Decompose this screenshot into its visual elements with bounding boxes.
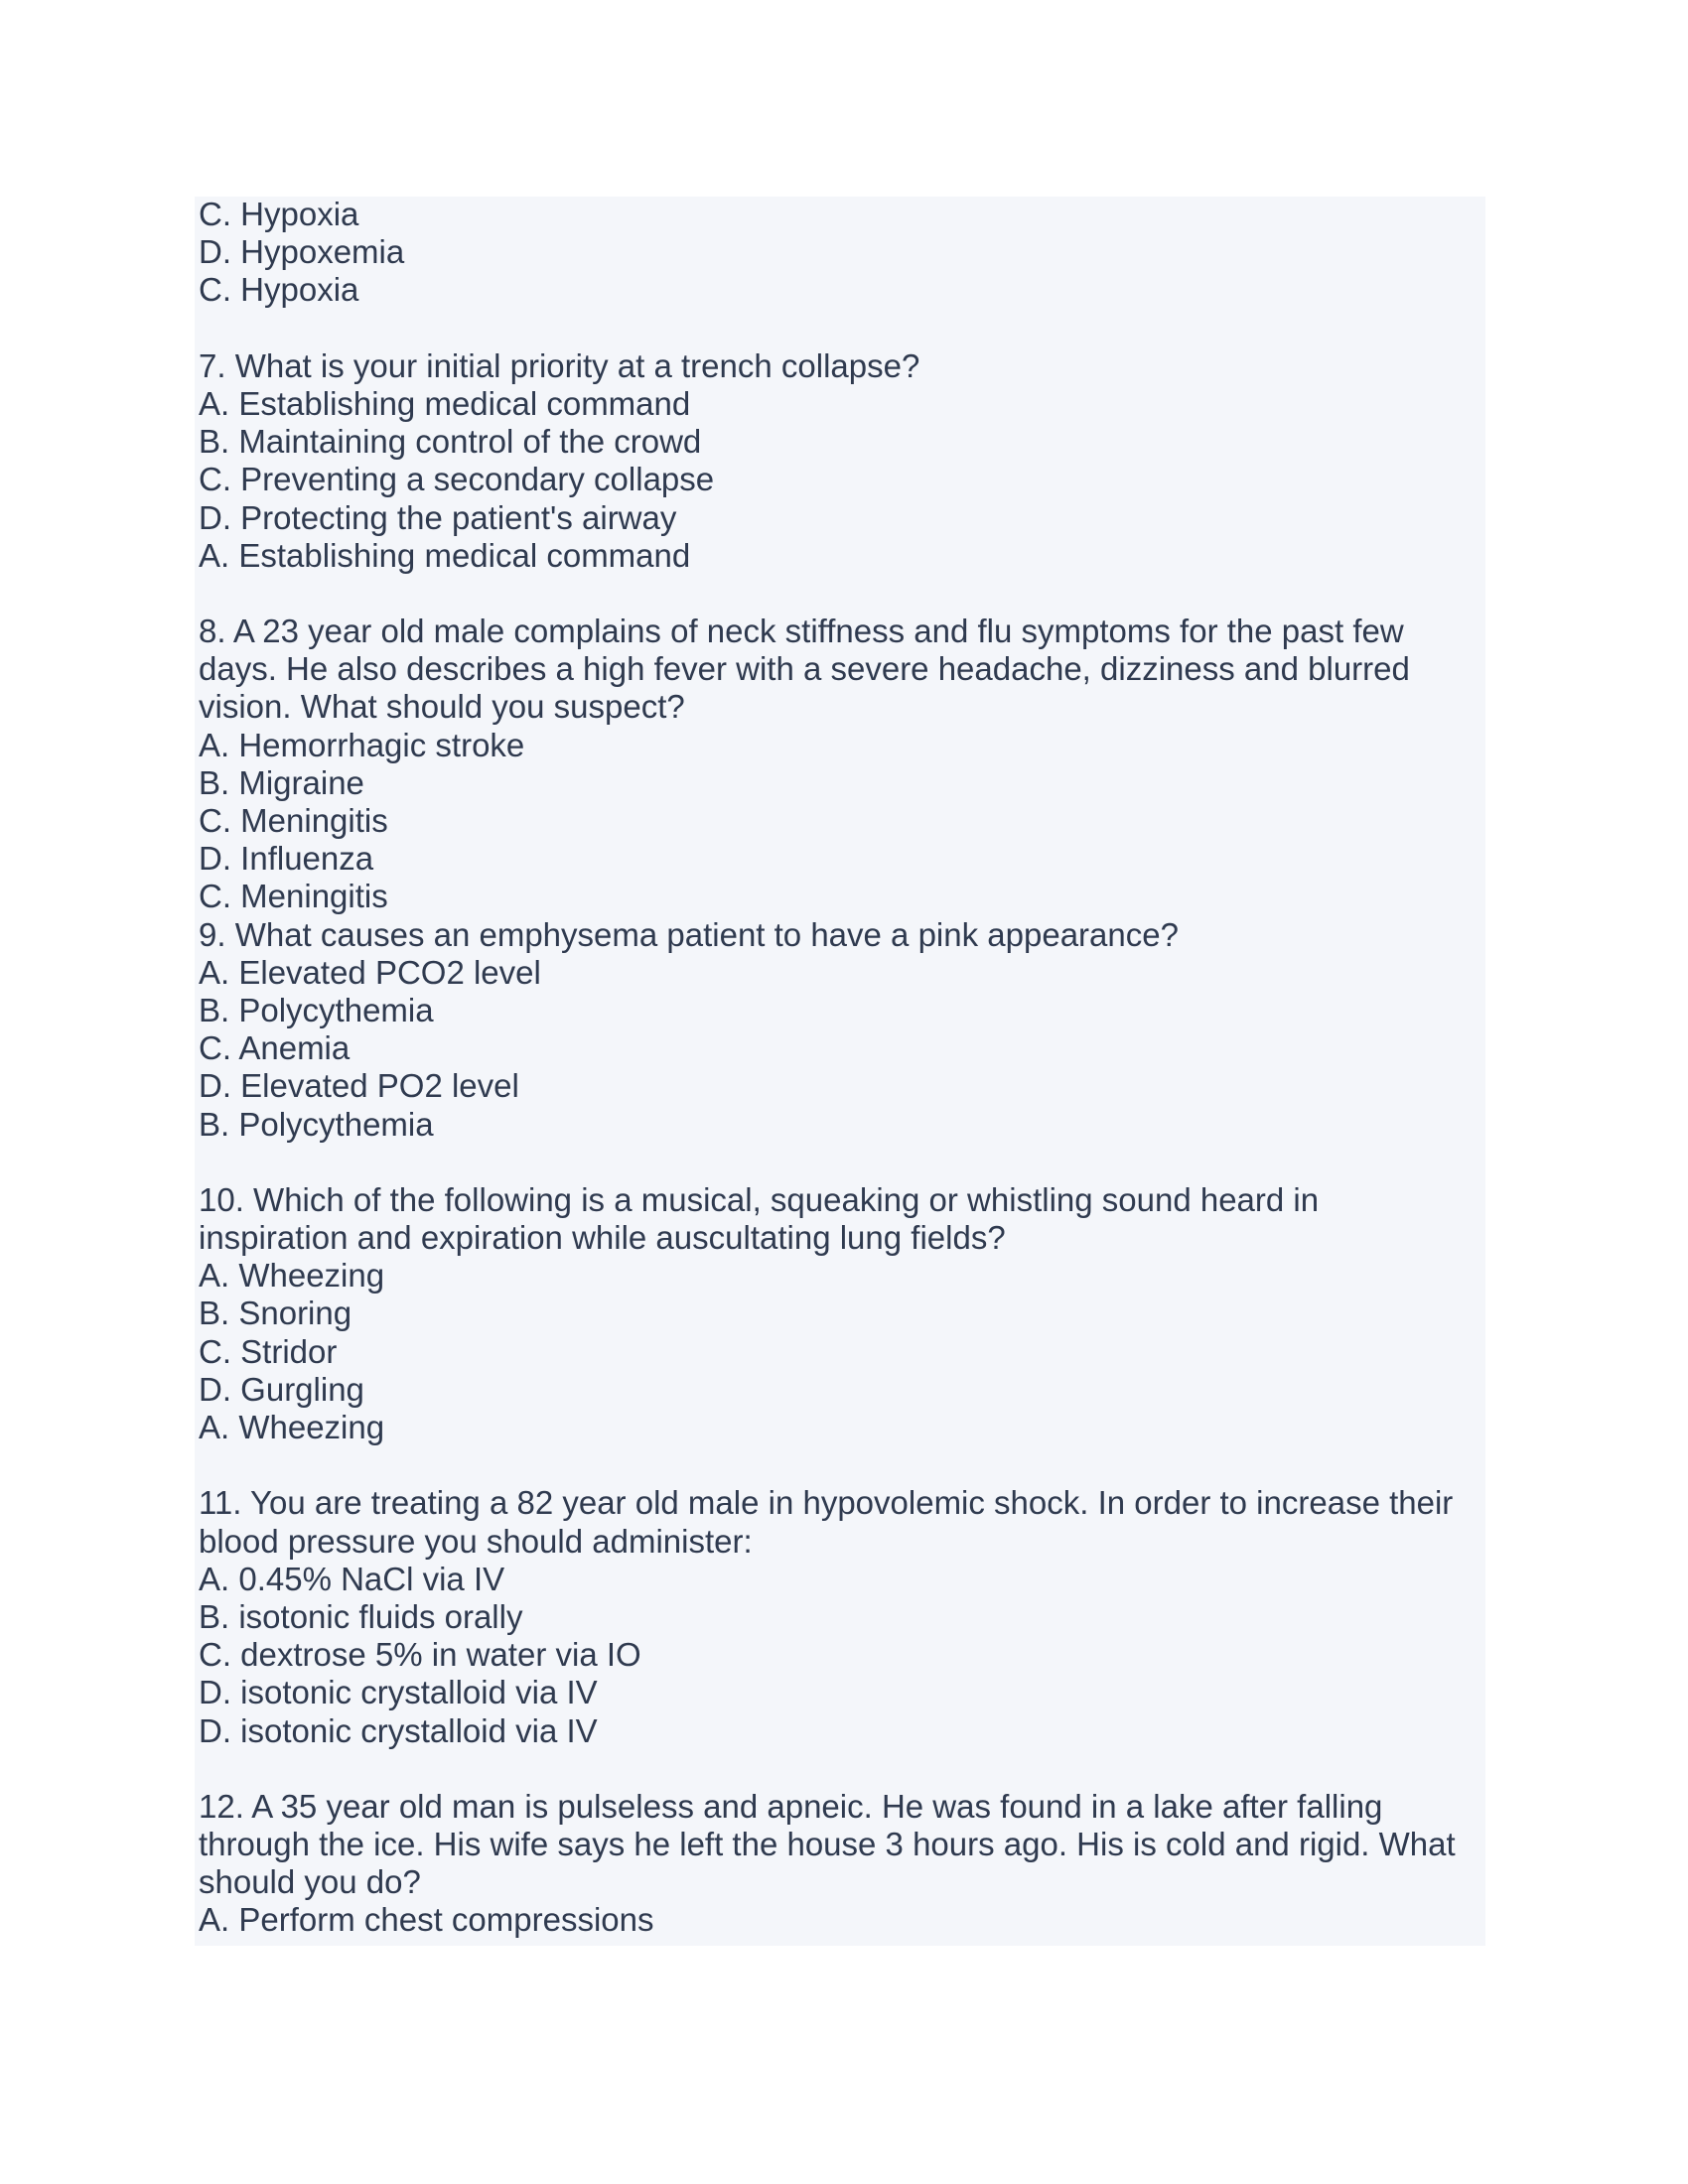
spacer (199, 575, 1479, 613)
spacer (199, 1144, 1479, 1181)
spacer (199, 1446, 1479, 1484)
question-stem: 11. You are treating a 82 year old male in hypovolemic shock. In order to increase their (199, 1484, 1454, 1522)
question-stem: should you do? (199, 1863, 421, 1901)
option-line: D. Gurgling (199, 1370, 364, 1408)
question-stem: vision. What should you suspect? (199, 688, 685, 726)
option-line: D. isotonic crystalloid via IV (199, 1674, 598, 1711)
option-line: D. Protecting the patient's airway (199, 498, 677, 536)
option-line: C. Anemia (199, 1029, 351, 1067)
question-stem: 8. A 23 year old male complains of neck stiffness and flu symptoms for the past few (199, 613, 1404, 650)
answer-line: C. Hypoxia (199, 271, 359, 309)
option-line: C. Stridor (199, 1332, 338, 1370)
option-line: A. Perform chest compressions (199, 1901, 654, 1939)
option-line: B. Migraine (199, 763, 364, 801)
option-line: D. Influenza (199, 840, 374, 878)
option-line: A. Hemorrhagic stroke (199, 726, 525, 763)
option-line: B. Snoring (199, 1295, 352, 1332)
option-line: C. dextrose 5% in water via IO (199, 1636, 641, 1674)
document-body (199, 196, 1479, 1940)
question-stem: 9. What causes an emphysema patient to have a pink appearance? (199, 915, 1179, 953)
question-stem: through the ice. His wife says he left the house 3 hours ago. His is cold and rigid. What (199, 1826, 1456, 1863)
option-line: D. Hypoxemia (199, 233, 405, 271)
spacer (199, 310, 1479, 347)
question-stem: blood pressure you should administer: (199, 1522, 753, 1560)
option-line: C. Hypoxia (199, 196, 359, 232)
question-stem: 12. A 35 year old man is pulseless and apneic. He was found in a lake after falling (199, 1787, 1383, 1825)
option-line: C. Meningitis (199, 802, 388, 839)
answer-line: A. Establishing medical command (199, 536, 691, 574)
option-line: C. Preventing a secondary collapse (199, 461, 715, 498)
answer-line: C. Meningitis (199, 878, 388, 915)
option-line: A. Establishing medical command (199, 384, 691, 422)
spacer (199, 1750, 1479, 1788)
option-line: A. Elevated PCO2 level (199, 953, 541, 991)
answer-line: A. Wheezing (199, 1409, 385, 1445)
answer-line: B. Polycythemia (199, 1105, 434, 1143)
question-stem: 7. What is your initial priority at a trench collapse? (199, 346, 920, 384)
question-stem: inspiration and expiration while auscultating lung fields? (199, 1219, 1006, 1257)
question-stem: days. He also describes a high fever with a severe headache, dizziness and blurred (199, 650, 1410, 688)
option-line: D. Elevated PO2 level (199, 1067, 519, 1105)
option-line: B. Maintaining control of the crowd (199, 423, 702, 461)
answer-line: D. isotonic crystalloid via IV (199, 1711, 598, 1749)
option-line: A. Wheezing (199, 1257, 385, 1295)
option-line: B. isotonic fluids orally (199, 1597, 523, 1635)
option-line: A. 0.45% NaCl via IV (199, 1560, 505, 1597)
option-line: B. Polycythemia (199, 991, 434, 1028)
question-stem: 10. Which of the following is a musical, squeaking or whistling sound heard in (199, 1180, 1320, 1218)
